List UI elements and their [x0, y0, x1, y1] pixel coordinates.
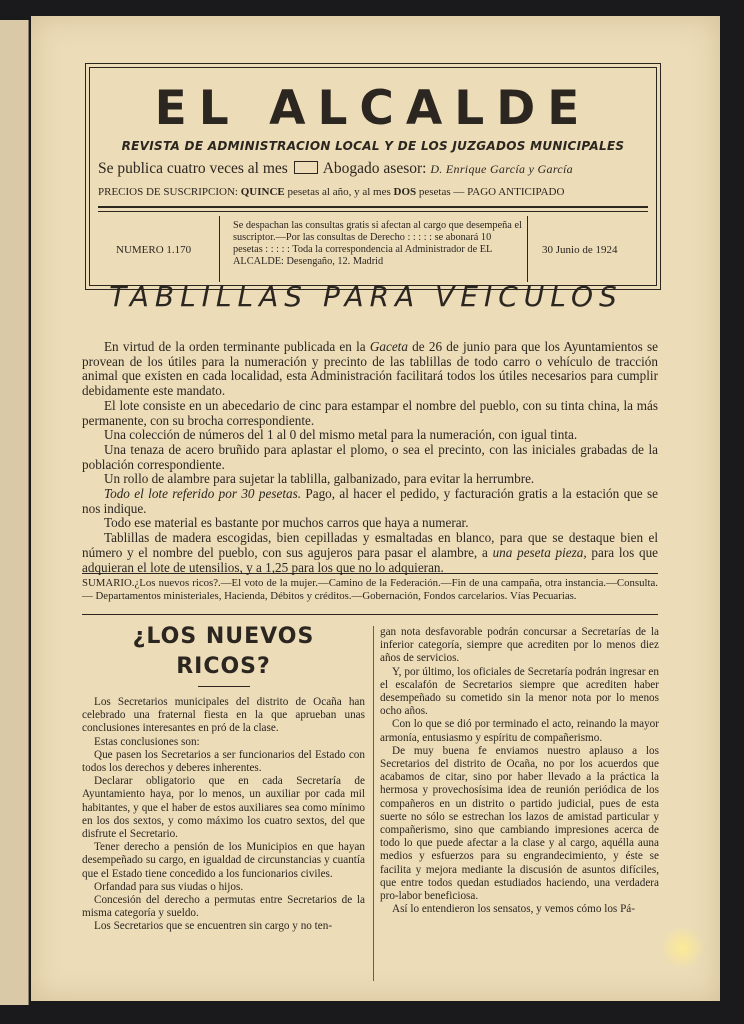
article-paragraph: Tablillas de madera escogidas, bien cepilladas y esmaltadas en blanco, para que se destaque bien el número y el nombre del pueblo, con sus agujeros para pasar el alambre, a una peseta pieza, para los que adquieran el lote de utensilios, y a 1,25 para los que no lo adquieran. — [82, 530, 659, 575]
masthead-rule — [98, 206, 648, 208]
subscription-prices — [98, 186, 652, 198]
article2-paragraph: Declarar obligatorio que en cada Secretaría de Ayuntamiento haya, por lo menos, un auxiliar por cada mil habitantes, y que el haber de estos auxiliares sea como mínimo en los dos sextos, y como máximo los cuatro sextos, del que disfrute el Secretario. — [82, 775, 365, 841]
article2-paragraph: Los Secretarios que se encuentren sin cargo y no ten- — [94, 920, 333, 933]
box-ornament-icon — [294, 161, 318, 174]
masthead-rule-thin — [98, 211, 648, 212]
article-paragraph: Un rollo de alambre para sujetar la tablilla, galbanizado, para evitar la herrumbre. — [104, 471, 535, 487]
article2-paragraph: Tener derecho a pensión de los Municipios en que hayan desempeñado su cargo, en igualdad de circunstancias y cuantía que el Estado tiene concedido a los funcionarios civiles. — [82, 841, 365, 880]
publication-frequency: Se publica cuatro veces al mes — [98, 160, 288, 177]
article2-paragraph: gan nota desfavorable podrán concursar a Secretarías de la inferior categoría, siempre que acrediten por lo menos diez años de servicios. — [380, 626, 659, 665]
prices-label: PRECIOS DE SUSCRIPCION: — [98, 186, 238, 198]
article-paragraph: Todo ese material es bastante por muchos carros que haya a numerar. — [104, 515, 469, 531]
article2-paragraph: Estas conclusiones son: — [94, 735, 200, 748]
masthead-divider — [219, 216, 220, 282]
article2-paragraph: De muy buena fe enviamos nuestro aplauso a los Secretarios del distrito de Ocaña, no por los acuerdos que acabamos de citar, sino por haber llevado a la práctica la hermosa y provechosísima idea de reunión periódica de los compañeros en un distrito o partido judicial, pues de esta suerte no sólo se estrechan los lazos de amistad particular y compañerismo, sino que cambiando impresiones acerca de todo lo que puede afectar a la clase y al cargo, aquélla auna medios y esfuerzos para su engrandecimiento, y éste se facilita y mejora mediante la discusión de asuntos difíciles, que entre todos quedan estudiados haciendo, una verdadera pro-labor beneficiosa. — [380, 744, 659, 903]
article2-right-column — [380, 626, 659, 916]
article2-paragraph: Los Secretarios municipales del distrito de Ocaña han celebrado una fraternal fiesta en la que aprueban unas conclusiones interesantes en pró de la clase. — [82, 696, 365, 735]
column-divider — [373, 626, 374, 981]
masthead-subtitle: REVISTA DE ADMINISTRACION LOCAL Y DE LOS JUZGADOS MUNICIPALES — [121, 139, 625, 153]
article-paragraph: El lote consiste en un abecedario de cinc para estampar el nombre del pueblo, con su tinta china, la más permanente, con su brocha correspondiente. — [82, 397, 658, 428]
prices-end: pesetas — PAGO ANTICIPADO — [418, 186, 565, 198]
headline: TABLILLAS PARA VEICULOS — [109, 280, 623, 313]
article2-paragraph: Así lo entendieron los sensatos, y vemos cómo los Pá- — [392, 903, 635, 916]
paper-stain — [660, 925, 705, 970]
article-paragraph: Una colección de números del 1 al 0 del mismo metal para la numeración, con igual tinta. — [104, 427, 578, 443]
issue-date: 30 Junio de 1924 — [542, 244, 618, 256]
article2-paragraph: Y, por último, los oficiales de Secretaría podrán ingresar en el escalafón de Secretarios siempre que acrediten haber desempeñado su cometido sin la menor nota por lo menos ocho años. — [380, 665, 659, 718]
newspaper-page — [31, 16, 720, 1001]
article-paragraph: Todo el lote referido por 30 pesetas. Pago, al hacer el pedido, y facturación gratis a la estación que se nos indique. — [82, 486, 658, 516]
consultas-notice: Se despachan las consultas gratis si afectan al cargo que desempeña el suscriptor.—Por las consultas de Derecho : : : : : se abonará 10 pesetas : : : : : Toda la correspondencia al Administrador de EL ALCALDE: Desengaño, 12. Madrid — [233, 220, 522, 267]
article2-paragraph: Con lo que se dió por terminado el acto, reinando la mayor armonía, entusiasmo y espíritu de compañerismo. — [380, 718, 659, 744]
summary: SUMARIO.¿Los nuevos ricos?.—El voto de la mujer.—Camino de la Federación.—Fin de una campaña, otra instancia.—Consulta.— Departamentos ministeriales, Hacienda, Débitos y créditos.—Gobernación, Fondos carcelarios. Vías Pecuarias. — [82, 573, 658, 602]
masthead — [85, 63, 661, 290]
publication-line — [98, 160, 650, 178]
prices-mid: pesetas al año, y al mes — [287, 186, 391, 198]
article2-paragraph: Concesión del derecho a permutas entre Secretarios de la misma categoría y sueldo. — [82, 894, 365, 920]
article2-paragraph: Orfandad para sus viudas o hijos. — [94, 880, 244, 893]
summary-rule — [82, 614, 658, 615]
title-rule — [198, 686, 250, 687]
masthead-title: EL ALCALDE — [154, 81, 592, 136]
article2-paragraph: Que pasen los Secretarios a ser funcionarios del Estado con todos los derechos y deberes inherentes. — [82, 748, 365, 775]
article-paragraph: En virtud de la orden terminante publicada en la Gaceta de 26 de junio para que los Ayuntamientos se provean de los útiles para la numeración y precinto de las tablillas de todo carro o vehículo de tracción animal que existen en cada localidad, esta Administración facilitará todos los útiles necesarios para cumplir debidamente este mandato. — [82, 339, 658, 399]
issue-number: NUMERO 1.170 — [116, 244, 192, 256]
masthead-divider — [527, 216, 528, 282]
article2-left-column — [82, 622, 365, 934]
article-paragraph: Una tenaza de acero bruñido para aplastar el plomo, o sea el precinto, con las iniciales grabadas de la población correspondiente. — [82, 441, 658, 472]
previous-page-edge — [0, 20, 29, 1005]
article2-title: ¿LOS NUEVOS RICOS? — [132, 624, 315, 679]
prices-quince: QUINCE — [240, 186, 285, 198]
article-tablillas — [82, 340, 658, 575]
prices-dos: DOS — [393, 186, 417, 198]
asesor-label: Abogado asesor: — [322, 160, 427, 177]
asesor-name: D. Enrique García y García — [430, 162, 573, 176]
